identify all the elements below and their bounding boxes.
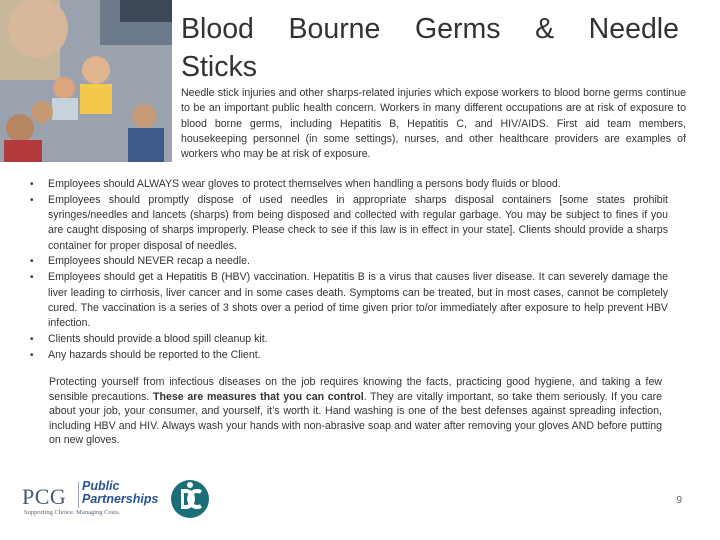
slide-title-line1: Blood Bourne Germs & Needle [181, 13, 679, 45]
bullet-icon: • [30, 349, 34, 361]
intro-paragraph: Needle stick injuries and other sharps-related injuries which expose workers to blood borne germs continue to be an important public health concern. Workers in many different occupations are at risk of exposure to blood borne germs, including Hepatitis B, Hepatitis C, and HIV/AIDS. First aid team members, housekeeping personnel (in some settings), nurses, and other healthcare providers are examples of workers who may be at risk of exposure. [181, 87, 686, 161]
list-item [22, 254, 668, 269]
logo-divider [78, 482, 79, 508]
slide-title [181, 10, 679, 86]
people-photo-illustration [0, 0, 172, 162]
logo-name-line2: Partnerships [82, 492, 159, 506]
dc-circle-logo-icon [170, 479, 210, 519]
dc-logo-graphic [170, 479, 210, 519]
closing-text-start: Protecting yourself from infectious diseases on the job requires knowing the facts, practicing good hygiene, and taking a few sensible precautions. [49, 376, 662, 403]
closing-bold-phrase: These are measures that you can control [153, 390, 364, 403]
list-item-text: Employees should NEVER recap a needle. [48, 255, 250, 268]
bullet-icon: • [30, 272, 34, 284]
list-item-text: Employees should ALWAYS wear gloves to protect themselves when handling a persons body fluids or blood. [48, 178, 561, 190]
logo-name [82, 480, 158, 506]
bullet-icon: • [30, 194, 34, 206]
closing-paragraph [49, 375, 662, 448]
logo-tagline: Supporting Choice. Managing Costs. [24, 509, 121, 516]
list-item-text: Any hazards should be reported to the Client. [48, 348, 261, 361]
list-item [22, 348, 668, 363]
bullet-icon: • [30, 179, 34, 190]
list-item [22, 332, 668, 347]
list-item [22, 193, 668, 254]
header-photo-collage [0, 0, 172, 162]
list-item [22, 270, 668, 331]
list-item-text: Employees should get a Hepatitis B (HBV) vaccination. Hepatitis B is a virus that causes liver disease. It can severely damage the liver leading to cirrhosis, liver cancer and in some cases death. Symptoms can be treated, but in most cases, cannot be completely cured. The vaccination is a series of 3 shots over a period of time given prior to/or immediately after exposure to help prevent HBV infection. [48, 271, 668, 330]
closing-text-end: . They are vitally important, so take them seriously. If you care about your job, your consumer, and yourself, it’s worth it. Hand washing is one of the best defenses against spreading infection, including HBV and HIV. Always wash your hands with non-abrasive soap and water after removing your gloves AND before putting on new gloves. [49, 390, 663, 447]
pcg-public-partnerships-logo [22, 478, 172, 518]
list-item-text: Clients should provide a blood spill cleanup kit. [48, 332, 268, 345]
slide-title-line2: Sticks [181, 51, 258, 83]
precautions-list [22, 177, 668, 364]
page-number: 9 [676, 495, 682, 506]
bullet-icon: • [30, 256, 34, 268]
list-item [22, 177, 668, 192]
bullet-icon: • [30, 333, 34, 345]
logo-name-line1: Public [82, 479, 120, 493]
list-item-text: Employees should promptly dispose of used needles in appropriate sharps disposal containers [some states prohibit syringes/needles and lancets (sharps) from being disposed and collected with regular garbage. You may be subject to fines if you are caught disposing of sharps improperly. Please check to see if this law is in effect in your state]. Clients should provide a sharps container for proper disposal of needles. [48, 193, 668, 252]
pcg-logo-mark: PCG [22, 484, 67, 509]
